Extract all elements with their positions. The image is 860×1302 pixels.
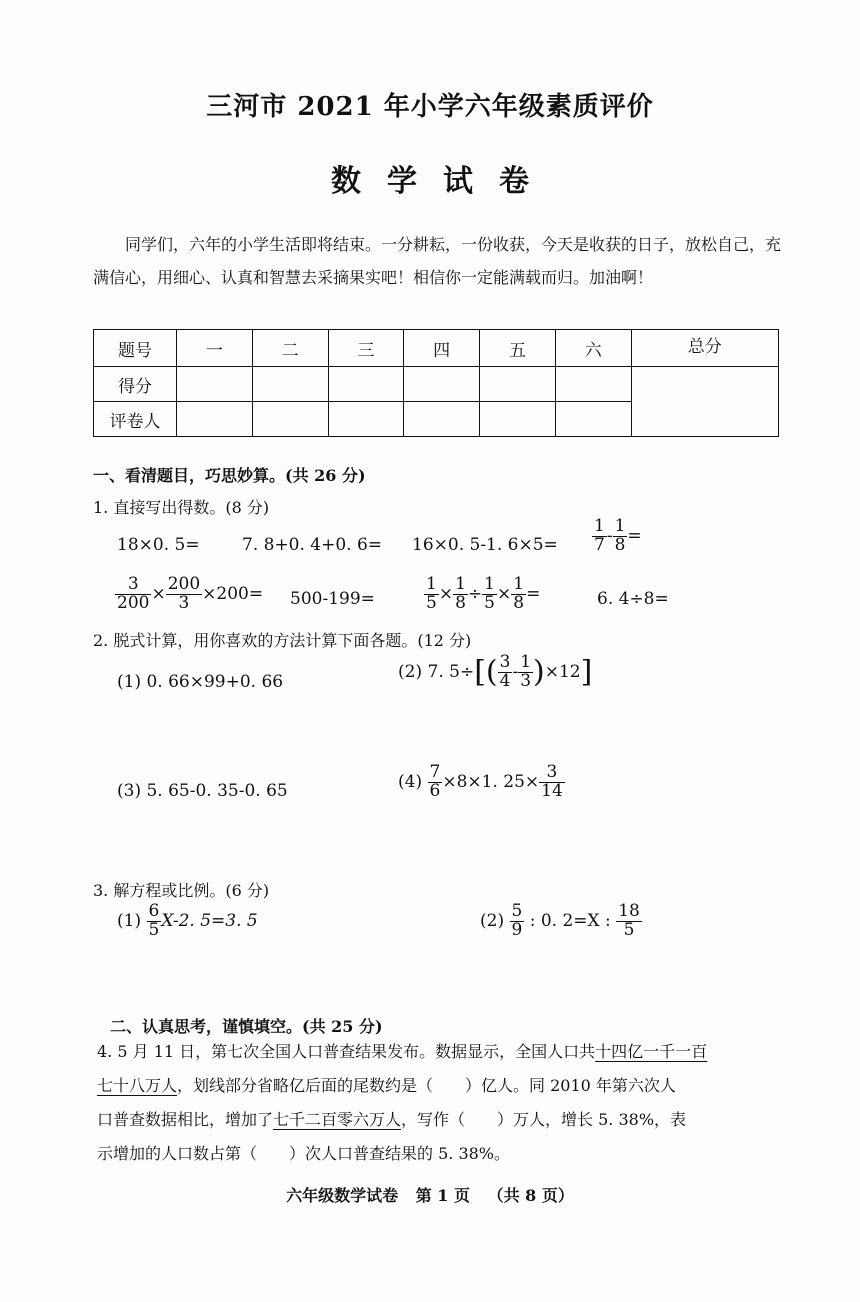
q1-expr-c: 16×0. 5-1. 6×5= — [412, 535, 558, 555]
score-input-cell[interactable] — [555, 367, 631, 402]
page-footer — [0, 1183, 860, 1206]
header-cell: 四 — [404, 330, 480, 367]
q4-line-1: 4. 5 月 11 日，第七次全国人口普查结果发布。数据显示，全国人口共十四亿一千一百 — [97, 1042, 708, 1061]
q3-part-2: (2) $\frac{5}{9}$ : 0. 2=X : $\frac{18}{5}$ — [480, 901, 640, 940]
score-input-cell[interactable] — [404, 367, 480, 402]
fraction: $\frac{1}{8}$ — [513, 574, 525, 613]
q1-expr-h: 6. 4÷8= — [597, 589, 669, 609]
section-2-heading: 二、认真思考，谨慎填空。(共 25 分) — [110, 1017, 383, 1036]
fraction: $\frac{3}{4}$ — [499, 652, 511, 691]
header-cell: 二 — [252, 330, 328, 367]
fraction: $\frac{3}{200}$ — [117, 574, 150, 613]
grader-input-cell[interactable] — [328, 402, 404, 437]
grader-input-cell[interactable] — [177, 402, 253, 437]
section-1-heading: 一、看清题目，巧思妙算。(共 26 分) — [93, 466, 366, 485]
footer-total-pages: （共 8 页） — [487, 1186, 574, 1205]
exam-title: 三河市 2021 年小学六年级素质评价 — [206, 92, 654, 122]
q3-part-1: (1) $\frac{6}{5}$ X-2. 5=3. 5 — [117, 901, 258, 940]
q1-expr-a: 18×0. 5= — [117, 535, 200, 555]
fraction: $\frac{7}{6}$ — [429, 762, 441, 801]
grader-input-cell[interactable] — [555, 402, 631, 437]
q2-part-1: (1) 0. 66×99+0. 66 — [117, 672, 284, 692]
header-cell: 题号 — [94, 330, 177, 367]
fraction: $\frac{1}{8}$ — [614, 516, 626, 555]
q1-expr-g: $\frac{1}{5}$ × $\frac{1}{8}$ ÷ $\frac{1}{5}$ × $\frac{1}{8}$ = — [426, 574, 541, 613]
header-cell: 一 — [177, 330, 253, 367]
fraction: $\frac{6}{5}$ — [148, 901, 160, 940]
fraction: $\frac{1}{8}$ — [455, 574, 466, 613]
fraction: $\frac{18}{5}$ — [618, 901, 640, 940]
grader-input-cell[interactable] — [404, 402, 480, 437]
fraction: $\frac{3}{14}$ — [541, 762, 563, 801]
row-label: 评卷人 — [94, 402, 177, 437]
footer-exam-name: 六年级数学试卷 — [286, 1186, 399, 1205]
footer-page-number: 第 1 页 — [415, 1186, 470, 1205]
score-input-cell[interactable] — [177, 367, 253, 402]
header-cell: 三 — [328, 330, 404, 367]
exam-subtitle: 数学试卷 — [331, 164, 555, 199]
q3-heading: 3. 解方程或比例。(6 分) — [93, 881, 270, 900]
q1-expr-f: 500-199= — [290, 589, 375, 609]
header-cell: 五 — [480, 330, 556, 367]
fraction: $\frac{1}{5}$ — [484, 574, 495, 613]
total-score-input-cell[interactable] — [631, 367, 778, 437]
grader-input-cell[interactable] — [252, 402, 328, 437]
total-score-cell: 总分 — [631, 330, 778, 367]
q2-part-3: (3) 5. 65-0. 35-0. 65 — [117, 781, 288, 801]
fraction: $\frac{1}{5}$ — [426, 574, 437, 613]
q2-part-2: (2) 7. 5÷[( $\frac{3}{4}$ - $\frac{1}{3}$ )×12] — [398, 652, 593, 691]
fraction: $\frac{1}{3}$ — [520, 652, 532, 691]
q1-expr-b: 7. 8+0. 4+0. 6= — [242, 535, 383, 555]
intro-paragraph: 同学们，六年的小学生活即将结束。一分耕耘，一份收获，今天是收获的日子，放松自己，充满信心，用细心、认真和智慧去采摘果实吧！相信你一定能满载而归。加油啊！ — [93, 235, 782, 287]
score-table-header-row — [94, 330, 779, 367]
q4-line-2: 七十八万人，划线部分省略亿后面的尾数约是（ ）亿人。同 2010 年第六次人 — [97, 1076, 676, 1095]
q4-line-4: 示增加的人口数占第（ ）次人口普查结果的 5. 38%。 — [97, 1144, 511, 1163]
score-row — [94, 367, 779, 402]
score-input-cell[interactable] — [480, 367, 556, 402]
q1-heading: 1. 直接写出得数。(8 分) — [93, 498, 270, 517]
fraction: $\frac{200}{3}$ — [167, 574, 201, 613]
header-cell: 六 — [555, 330, 631, 367]
fraction: $\frac{1}{7}$ — [594, 516, 605, 555]
fraction: $\frac{5}{9}$ — [511, 901, 523, 940]
score-table — [93, 329, 779, 437]
q1-expr-e: $\frac{3}{200}$ × $\frac{200}{3}$ ×200= — [117, 574, 264, 613]
q4-line-3: 口普查数据相比，增加了七千二百零六万人，写作（ ）万人，增长 5. 38%，表 — [97, 1110, 687, 1129]
q2-part-4: (4) $\frac{7}{6}$ ×8×1. 25× $\frac{3}{14}$ — [398, 762, 563, 801]
q1-expr-d: $\frac{1}{7}$ - $\frac{1}{8}$ = — [594, 516, 642, 555]
grader-input-cell[interactable] — [480, 402, 556, 437]
q2-heading: 2. 脱式计算，用你喜欢的方法计算下面各题。(12 分) — [93, 631, 472, 650]
score-input-cell[interactable] — [252, 367, 328, 402]
score-input-cell[interactable] — [328, 367, 404, 402]
row-label: 得分 — [94, 367, 177, 402]
